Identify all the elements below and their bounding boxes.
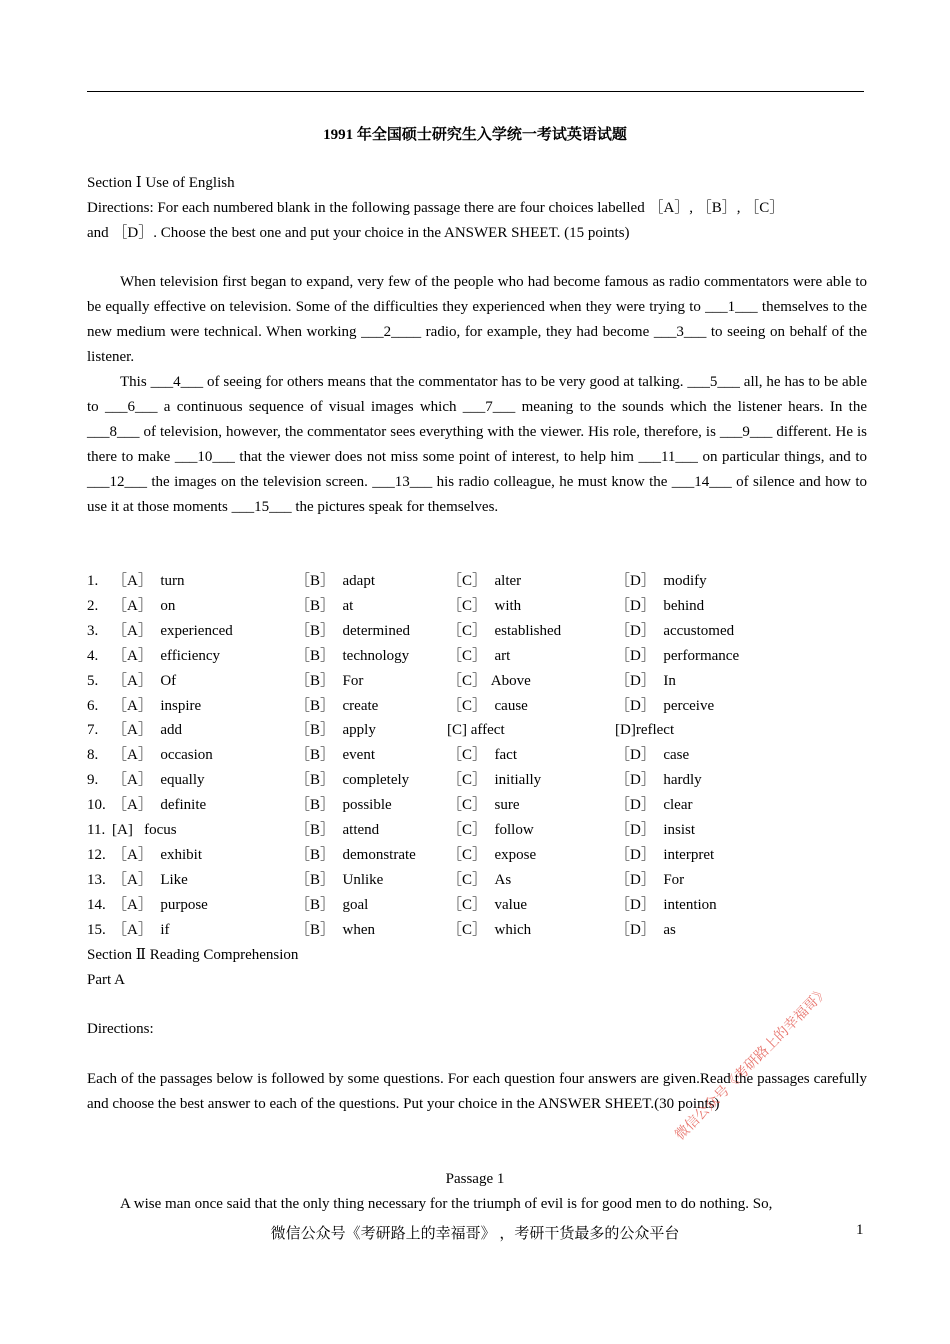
option-b: ［B］ event [295,747,375,763]
option-d: ［D］ as [615,922,676,938]
option-d: ［D］ clear [615,797,693,813]
question-number: 14. [87,897,106,913]
option-c: ［C］ Above [447,673,531,689]
option-d: ［D］ behind [615,598,705,614]
option-a: ［A］ add [112,722,182,738]
watermark: 微信公众号《考研路上的幸福哥》 [672,983,832,1144]
passage-title: Passage 1 [445,1171,505,1187]
option-c: [C] affect [447,722,505,738]
option-c: ［C］ which [447,922,532,938]
option-b: ［B］ For [295,673,364,689]
section1-directions-line1: Directions: For each numbered blank in the following passage there are four choices labelled ［A］, ［B］, ［C］ [87,200,785,216]
option-c: ［C］ established [447,623,562,639]
option-b: ［B］ Unlike [295,872,384,888]
option-b: ［B］ at [295,598,354,614]
option-d: ［D］ intention [615,897,717,913]
option-a: ［A］ Of [112,673,177,689]
option-d: ［D］ interpret [615,847,715,863]
question-number: 15. [87,922,106,938]
option-d: ［D］ case [615,747,690,763]
option-a: [A] focus [112,822,177,838]
option-a: ［A］ on [112,598,176,614]
question-number: 11. [87,822,106,838]
option-b: ［B］ create [295,698,379,714]
option-a: ［A］ purpose [112,897,208,913]
question-number: 4. [87,648,99,664]
option-b: ［B］ apply [295,722,376,738]
option-b: ［B］ technology [295,648,410,664]
exam-title: 1991 年全国硕士研究生入学统一考试英语试题 [323,127,627,143]
option-d: ［D］ perceive [615,698,715,714]
option-d: ［D］ hardly [615,772,702,788]
option-b: ［B］ demonstrate [295,847,416,863]
question-number: 1. [87,573,99,589]
option-c: ［C］ initially [447,772,542,788]
question-number: 5. [87,673,99,689]
option-a: ［A］ experienced [112,623,233,639]
option-d: ［D］ modify [615,573,707,589]
option-c: ［C］ follow [447,822,534,838]
section1-heading: Section Ⅰ Use of English [87,175,235,191]
option-d: [D]reflect [615,722,675,738]
option-a: ［A］ exhibit [112,847,202,863]
option-c: ［C］ fact [447,747,517,763]
question-number: 12. [87,847,106,863]
part-a-label: Part A [87,972,125,988]
page-number: 1 [856,1222,864,1238]
option-c: ［C］ value [447,897,527,913]
option-a: ［A］ efficiency [112,648,221,664]
question-number: 8. [87,747,99,763]
option-c: ［C］ with [447,598,522,614]
footer-text: 微信公众号《考研路上的幸福哥》 ，考研干货最多的公众平台 [270,1226,680,1242]
question-number: 2. [87,598,99,614]
option-a: ［A］ occasion [112,747,213,763]
option-a: ［A］ Like [112,872,188,888]
section1-directions-line2: and ［D］. Choose the best one and put your choice in the ANSWER SHEET. (15 points) [87,225,630,241]
option-a: ［A］ equally [112,772,205,788]
option-d: ［D］ performance [615,648,740,664]
option-c: ［C］ As [447,872,512,888]
question-number: 10. [87,797,106,813]
option-a: ［A］ inspire [112,698,202,714]
header-rule [87,91,864,92]
option-c: ［C］ sure [447,797,520,813]
option-b: ［B］ possible [295,797,392,813]
option-b: ［B］ when [295,922,375,938]
option-b: ［B］ completely [295,772,410,788]
question-number: 13. [87,872,106,888]
option-c: ［C］ cause [447,698,528,714]
section2-heading: Section Ⅱ Reading Comprehension [87,947,299,963]
cloze-passage [87,270,867,520]
section2-directions-label: Directions: [87,1021,154,1037]
cloze-paragraph-1: When television first began to expand, very few of the people who had become famous as radio commentators were able to be equally effective on television. Some of the difficulties they experienced when they were trying to ___1___ themselves to the new medium were technical. When working ___2____ radio, for example, they had become ___3___ to seeing on behalf of the listener. [87,274,867,365]
option-b: ［B］ goal [295,897,369,913]
question-number: 9. [87,772,99,788]
option-c: ［C］ art [447,648,511,664]
option-d: ［D］ For [615,872,685,888]
passage-start: A wise man once said that the only thing necessary for the triumph of evil is for good men to do nothing. So, [120,1196,773,1212]
question-number: 3. [87,623,99,639]
option-c: ［C］ alter [447,573,522,589]
cloze-paragraph-2: This ___4___ of seeing for others means that the commentator has to be very good at talking. ___5___ all, he has to be able to ___6___ a continuous sequence of visual images which ___7___ meaning to the sounds which the listener hears. In the ___8___ of television, however, the commentator sees everything with the viewer. His role, therefore, is ___9___ different. He is there to make ___10___ that the viewer does not miss some point of interest, to help him ___11___ on particular things, and to ___12___ the images on the television screen. ___13___ his radio colleague, he must know the ___14___ of silence and how to use it at those moments ___15___ the pictures speak for themselves. [87,374,867,515]
option-d: ［D］ accustomed [615,623,735,639]
section2-directions-text: Each of the passages below is followed by some questions. For each question four answers are given.Read the passages carefully and choose the best answer to each of the questions. Put your choice in the ANSWER SHEET.(30 points) [87,1071,867,1112]
option-d: ［D］ In [615,673,676,689]
question-number: 6. [87,698,99,714]
option-c: ［C］ expose [447,847,537,863]
option-a: ［A］ if [112,922,170,938]
option-a: ［A］ turn [112,573,185,589]
option-b: ［B］ attend [295,822,380,838]
question-number: 7. [87,722,99,738]
option-a: ［A］ definite [112,797,207,813]
option-b: ［B］ determined [295,623,410,639]
option-b: ［B］ adapt [295,573,375,589]
option-d: ［D］ insist [615,822,696,838]
